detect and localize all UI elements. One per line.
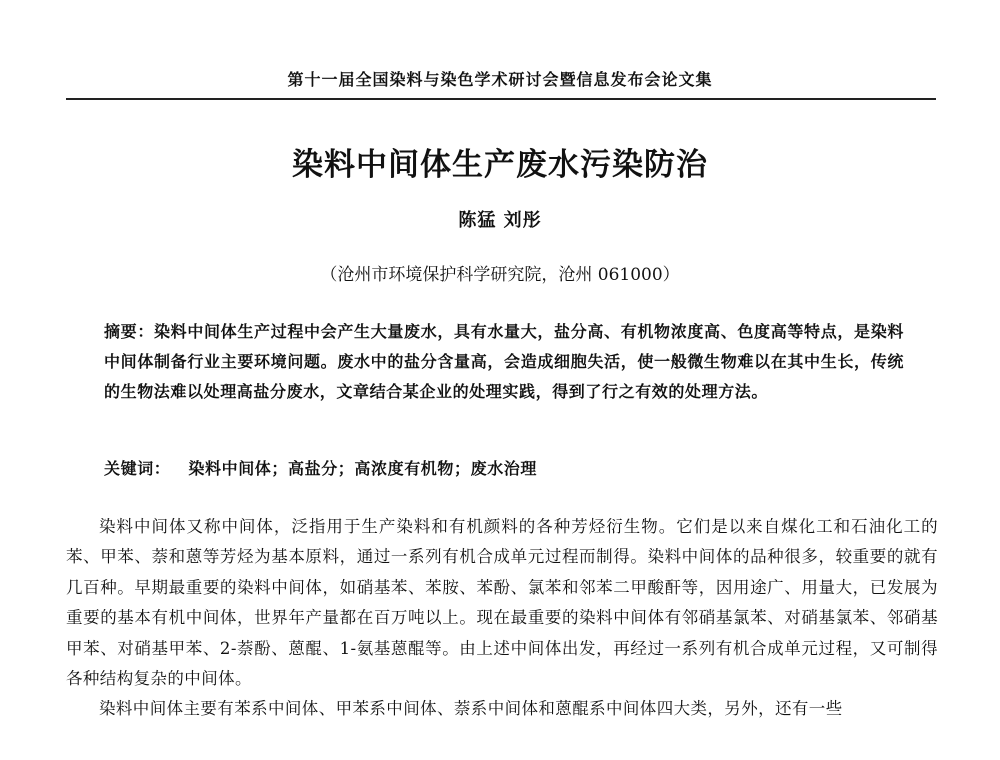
abstract xyxy=(104,317,904,407)
keywords xyxy=(104,454,904,484)
header-rule xyxy=(66,98,936,100)
abstract-label: 摘要： xyxy=(104,322,155,341)
article-title: 染料中间体生产废水污染防治 xyxy=(292,147,708,183)
article-authors: 陈猛 刘彤 xyxy=(458,210,542,231)
running-header: 第十一届全国染料与染色学术研讨会暨信息发布会论文集 xyxy=(287,70,713,89)
keywords-text: 染料中间体；高盐分；高浓度有机物；废水治理 xyxy=(188,459,538,478)
body-paragraph-2: 染料中间体主要有苯系中间体、甲苯系中间体、萘系中间体和蒽醌系中间体四大类，另外，还有一些 xyxy=(99,699,843,719)
body-paragraph-1: 染料中间体又称中间体，泛指用于生产染料和有机颜料的各种芳烃衍生物。它们是以来自煤化工和石油化工的苯、甲苯、萘和蒽等芳烃为基本原料，通过一系列有机合成单元过程而制得。染料中间体的品种很多，较重要的就有几百种。早期最重要的染料中间体，如硝基苯、苯胺、苯酚、氯苯和邻苯二甲酸酐等，因用途广、用量大，已发展为重要的基本有机中间体，世界年产量都在百万吨以上。现在最重要的染料中间体有邻硝基氯苯、对硝基氯苯、邻硝基甲苯、对硝基甲苯、2-萘酚、蒽醌、1-氨基蒽醌等。由上述中间体出发，再经过一系列有机合成单元过程，又可制得各种结构复杂的中间体。 xyxy=(66,517,938,689)
article-affiliation: （沧州市环境保护科学研究院，沧州 061000） xyxy=(320,265,680,285)
keywords-label: 关键词： xyxy=(104,459,171,478)
body-text xyxy=(66,512,938,725)
abstract-text: 染料中间体生产过程中会产生大量废水，具有水量大，盐分高、有机物浓度高、色度高等特点，是染料中间体制备行业主要环境问题。废水中的盐分含量高，会造成细胞失活，使一般微生物难以在其中生长，传统的生物法难以处理高盐分废水，文章结合某企业的处理实践，得到了行之有效的处理方法。 xyxy=(104,322,904,401)
